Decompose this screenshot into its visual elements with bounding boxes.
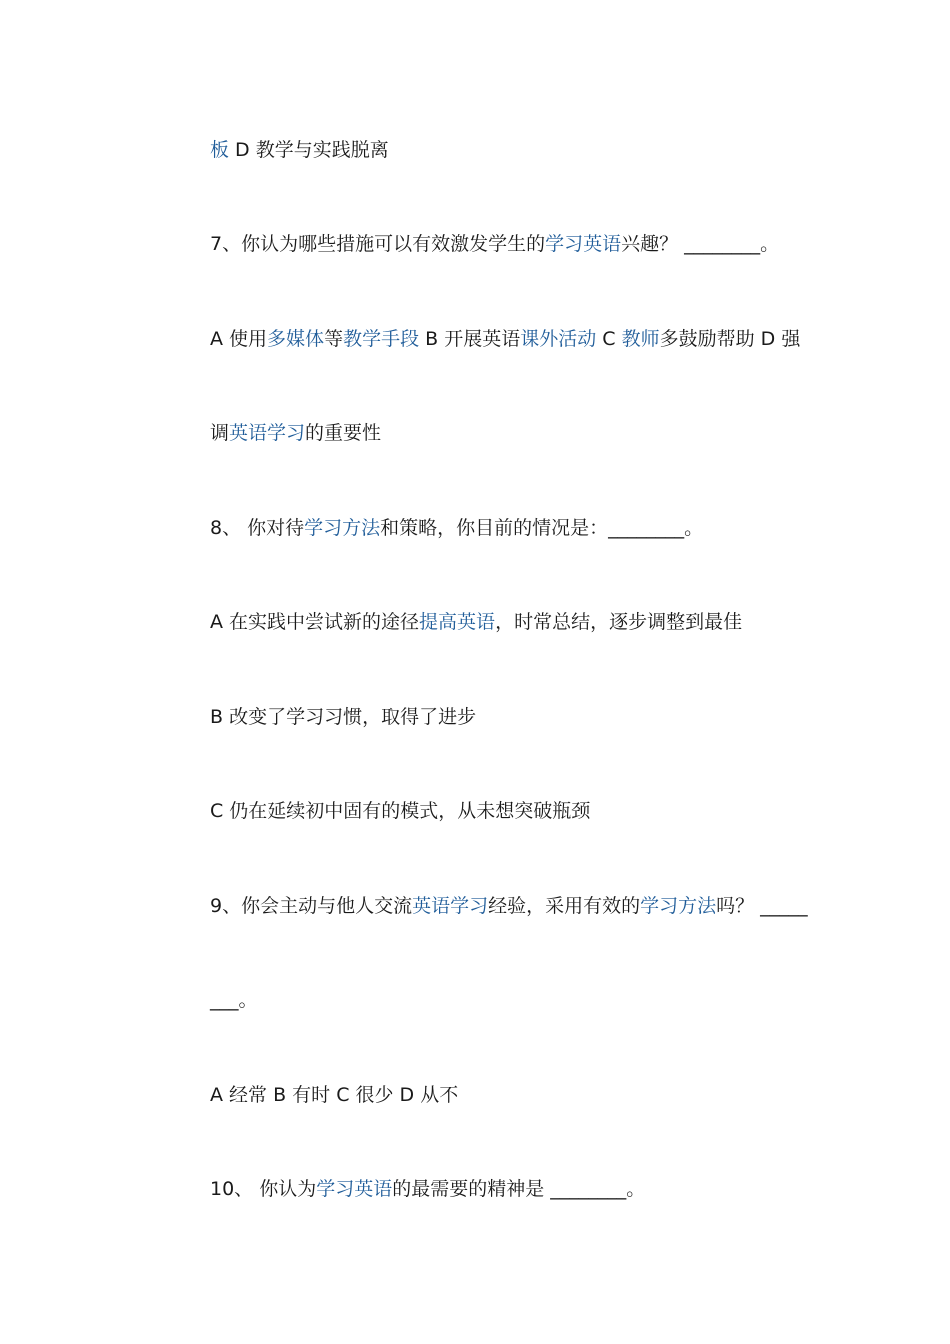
- question-8: [210, 516, 703, 540]
- keyword-link[interactable]: 教师: [621, 328, 660, 350]
- keyword-link[interactable]: 学习方法: [640, 895, 717, 917]
- text-segment: C: [596, 328, 622, 350]
- question-8-option-a: [210, 610, 742, 634]
- text-segment: 9、你会主动与他人交流: [210, 895, 413, 917]
- text-segment: 的重要性: [305, 422, 382, 444]
- text-segment: ，时常总结，逐步调整到最佳: [495, 611, 743, 633]
- keyword-link[interactable]: 学习英语: [545, 233, 622, 255]
- text-segment: 兴趣？ ________。: [621, 233, 780, 255]
- question-7-options-cont: [210, 421, 381, 445]
- question-9: [210, 894, 808, 918]
- text-segment: C 仍在延续初中固有的模式，从未想突破瓶颈: [210, 800, 591, 822]
- question-9-options: [210, 1083, 458, 1107]
- keyword-link[interactable]: 提高英语: [419, 611, 496, 633]
- text-segment: ___。: [210, 989, 258, 1011]
- text-segment: B 改变了学习习惯，取得了进步: [210, 706, 477, 728]
- text-segment: A 在实践中尝试新的途径: [210, 611, 420, 633]
- text-segment: 的最需要的精神是 ________。: [392, 1178, 646, 1200]
- text-segment: 10、 你认为: [210, 1178, 317, 1200]
- text-segment: D 教学与实践脱离: [229, 139, 389, 161]
- question-7: [210, 232, 779, 256]
- text-segment: A 经常 B 有时 C 很少 D 从不: [210, 1084, 459, 1106]
- keyword-link[interactable]: 学习英语: [316, 1178, 393, 1200]
- keyword-link[interactable]: 多媒体: [267, 328, 325, 350]
- keyword-link[interactable]: 教学手段: [343, 328, 420, 350]
- question-8-option-b: [210, 705, 476, 729]
- question-10: [210, 1177, 645, 1201]
- text-segment: 7、你认为哪些措施可以有效激发学生的: [210, 233, 546, 255]
- text-segment: 和策略，你目前的情况是：________。: [380, 517, 704, 539]
- question-9-cont: [210, 988, 258, 1012]
- text-segment: 等: [324, 328, 344, 350]
- text-segment: 经验，采用有效的: [488, 895, 641, 917]
- text-segment: 多鼓励帮助 D 强: [659, 328, 801, 350]
- keyword-link[interactable]: 课外活动: [520, 328, 597, 350]
- text-line-1: [210, 138, 389, 162]
- keyword-link[interactable]: 英语学习: [412, 895, 489, 917]
- text-segment: 吗？ _____: [716, 895, 808, 917]
- text-segment: 8、 你对待: [210, 517, 305, 539]
- keyword-link[interactable]: 英语学习: [229, 422, 306, 444]
- text-segment: 调: [210, 422, 230, 444]
- question-8-option-c: [210, 799, 590, 823]
- keyword-link[interactable]: 学习方法: [304, 517, 381, 539]
- text-segment: B 开展英语: [419, 328, 521, 350]
- text-segment: A 使用: [210, 328, 268, 350]
- question-7-options: [210, 327, 800, 351]
- keyword-link[interactable]: 板: [210, 139, 230, 161]
